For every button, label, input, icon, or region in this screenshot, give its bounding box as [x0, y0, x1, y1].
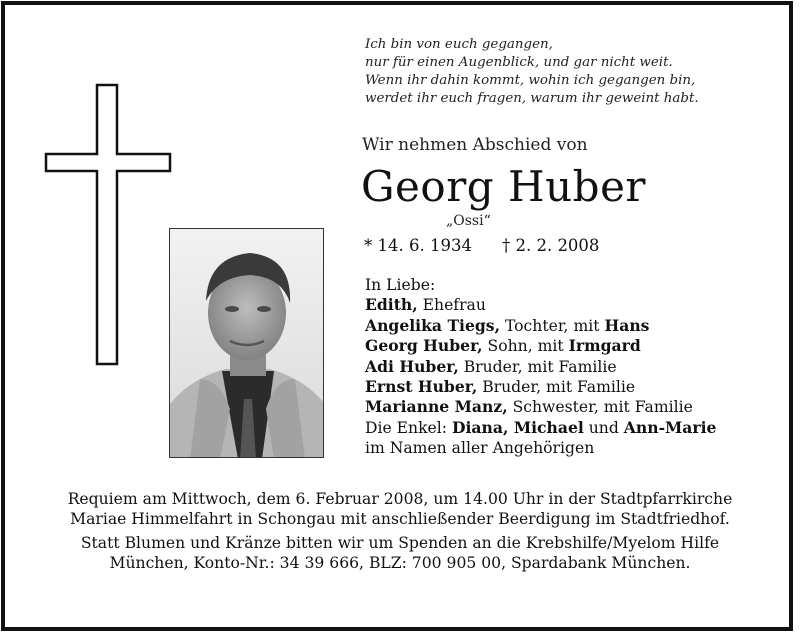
family-relation: Sohn, mit: [482, 337, 569, 356]
portrait-image: [170, 229, 324, 458]
family-relation: Tochter, mit: [500, 316, 605, 335]
family-name: Georg Huber,: [365, 336, 483, 356]
family-name: Ann-Marie: [623, 417, 717, 437]
poem-line: werdet ihr euch fragen, warum ihr geweint habt.: [365, 91, 699, 106]
family-row: [365, 397, 716, 417]
family-relation: Schwester, mit Familie: [507, 398, 693, 417]
deceased-nickname: „Ossi“: [446, 213, 491, 229]
family-intro: In Liebe:: [365, 276, 436, 294]
family-row: [365, 295, 716, 315]
life-dates: [364, 236, 599, 255]
family-relation: und: [583, 418, 624, 437]
poem-line: nur für einen Augenblick, und gar nicht weit.: [365, 55, 673, 70]
family-name: Angelika Tiegs,: [365, 315, 501, 335]
donation-text: Statt Blumen und Kränze bitten wir um Spenden an die Krebshilfe/Myelom Hilfe München, Konto-Nr.: 34 39 666, BLZ: 700 905 00, Spardabank München.: [80, 533, 720, 573]
family-relation: Die Enkel:: [365, 418, 452, 437]
family-name: Irmgard: [568, 336, 641, 356]
deceased-name: Georg Huber: [361, 162, 647, 211]
death-date: † 2. 2. 2008: [501, 236, 600, 255]
farewell-text: Wir nehmen Abschied von: [362, 135, 588, 155]
family-relation: Bruder, mit Familie: [458, 357, 617, 376]
requiem-text: Requiem am Mittwoch, dem 6. Februar 2008, um 14.00 Uhr in der Stadtpfarrkirche Mariae Himmelfahrt in Schongau mit anschließender Beerdigung im Stadtfriedhof.: [67, 490, 733, 529]
family-closing: im Namen aller Angehörigen: [365, 439, 595, 458]
family-name: Adi Huber,: [365, 356, 459, 376]
family-row: [365, 336, 716, 356]
family-list: [365, 275, 716, 459]
birth-date: * 14. 6. 1934: [364, 236, 472, 255]
family-relation: Bruder, mit Familie: [477, 378, 636, 397]
family-row: [365, 316, 716, 336]
poem: [365, 36, 699, 108]
family-relation: Ehefrau: [417, 296, 486, 315]
family-name: Diana, Michael: [451, 417, 584, 437]
family-row: [365, 357, 716, 377]
family-row: [365, 377, 716, 397]
family-name: Ernst Huber,: [365, 377, 478, 397]
family-name: Hans: [604, 315, 650, 335]
family-row: [365, 418, 716, 438]
family-name: Marianne Manz,: [365, 397, 508, 417]
poem-line: Ich bin von euch gegangen,: [365, 37, 553, 52]
announcement: [60, 489, 740, 574]
portrait-photo: [169, 228, 324, 458]
poem-line: Wenn ihr dahin kommt, wohin ich gegangen bin,: [365, 73, 696, 88]
family-name: Edith,: [365, 295, 418, 315]
